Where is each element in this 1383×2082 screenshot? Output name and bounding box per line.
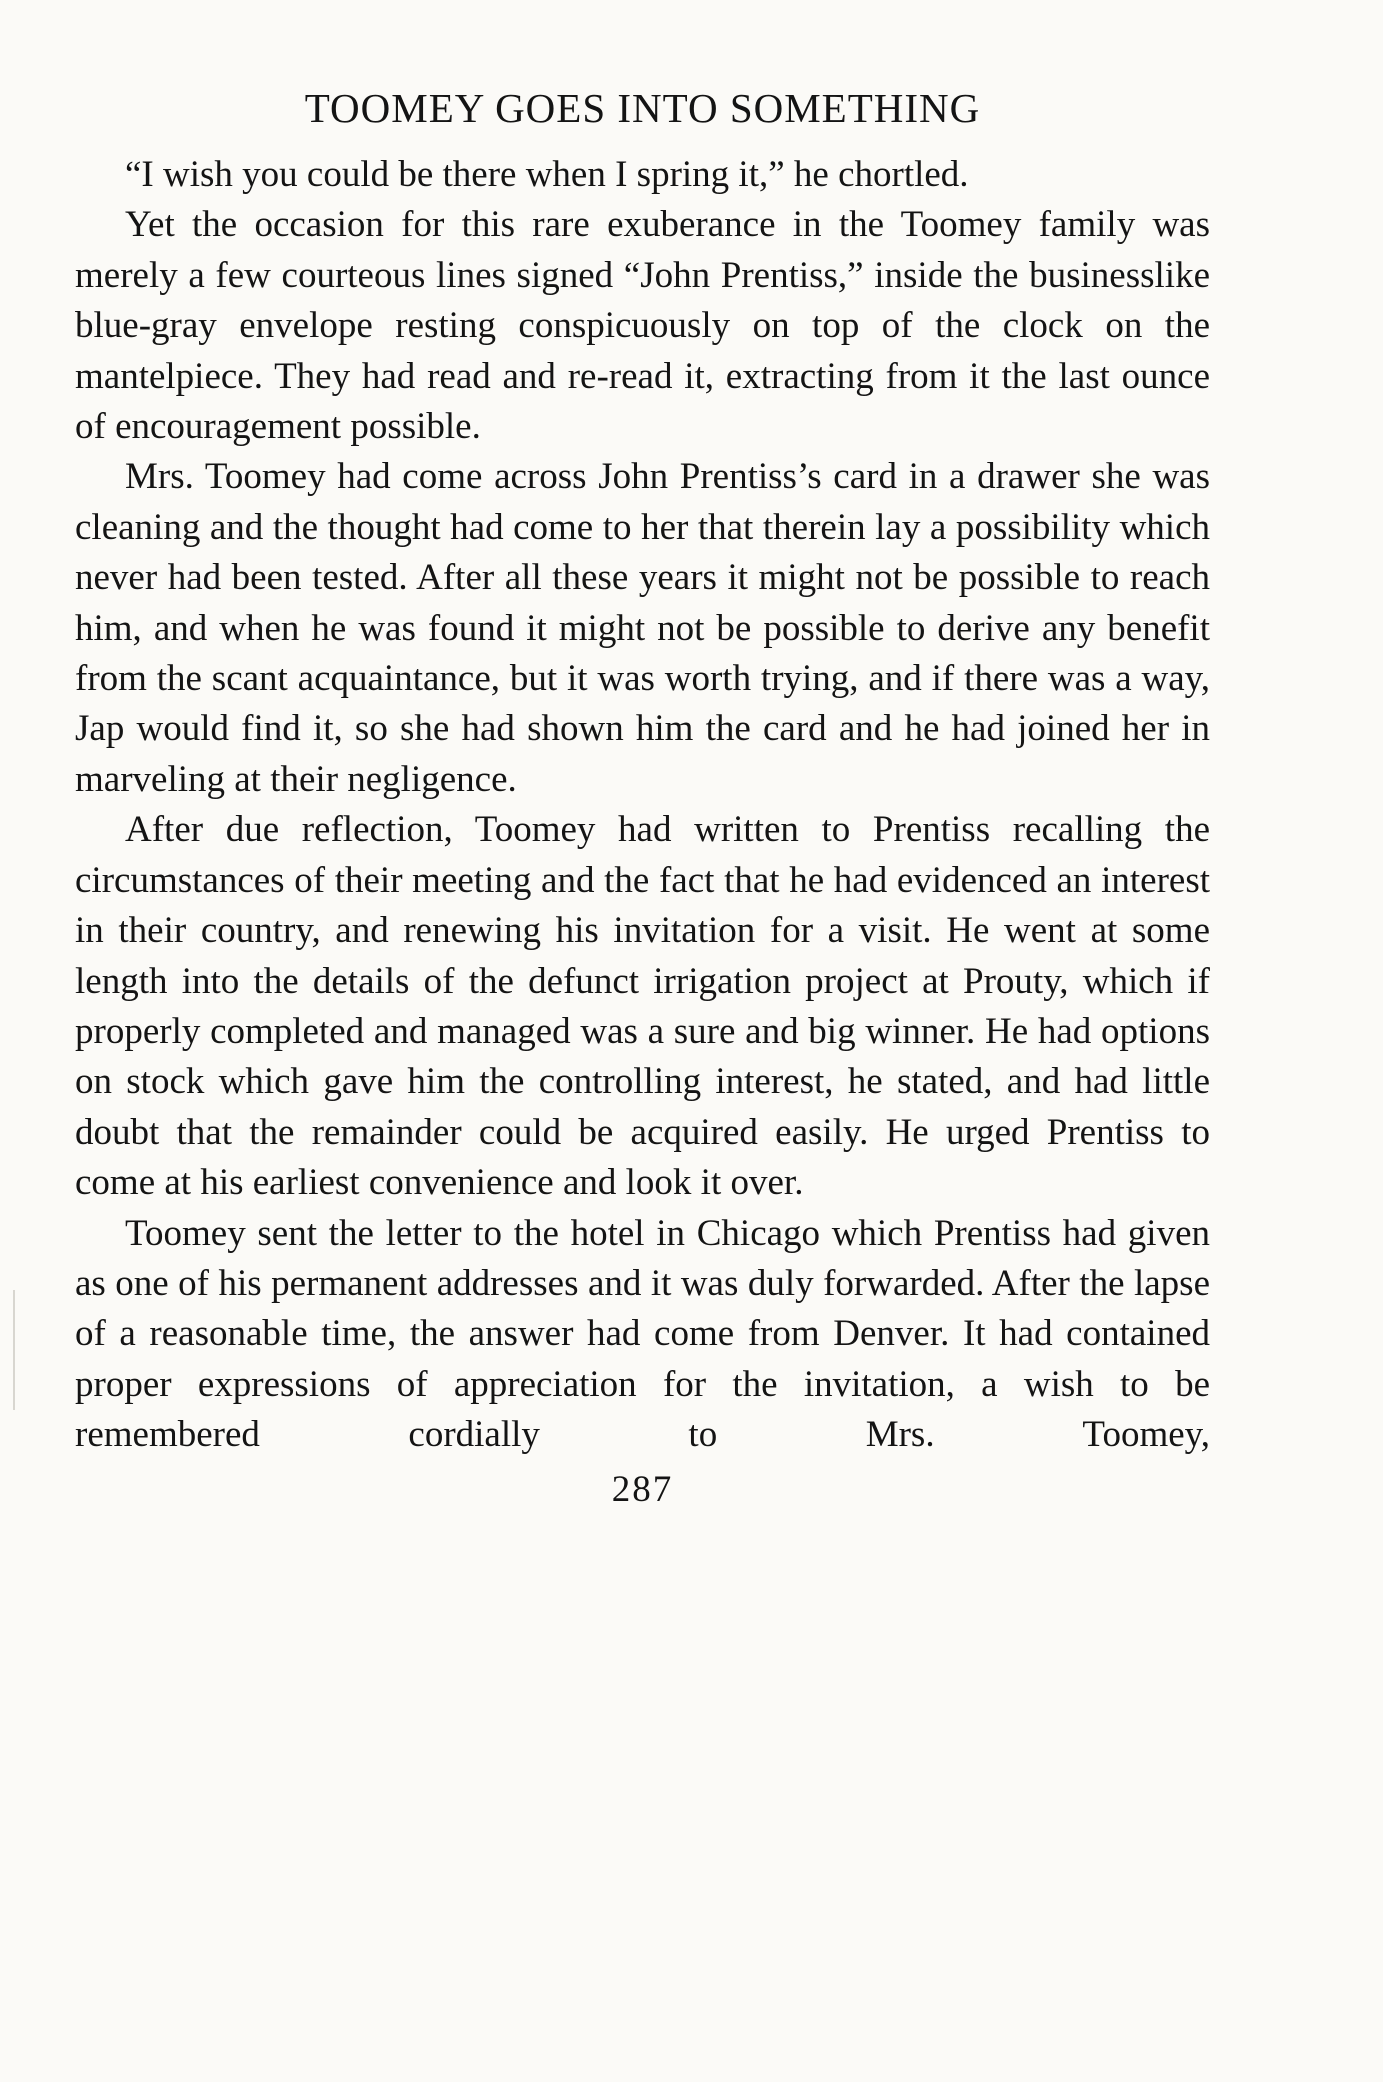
paragraph-2: Yet the occasion for this rare exuberance in the Toomey family was merely a few courteous lines signed “John Prentiss,” inside the businesslike blue-gray envelope resting conspicuously on top of the clock on the mantelpiece. They had read and re-read it, extracting from it the last ounce of encouragement possible.	[75, 204, 1210, 448]
page-number: 287	[611, 1468, 674, 1510]
paragraph-5: Toomey sent the letter to the hotel in Chicago which Prentiss had given as one of his permanent addresses and it was duly forwarded. After the lapse of a reasonable time, the answer had come from Denver. It had contained proper expressions of appreciation for the invitation, a wish to be remembered cordially to Mrs. Toomey,	[75, 1212, 1210, 1456]
margin-speck	[13, 1290, 15, 1410]
paragraph-4: After due reflection, Toomey had written to Prentiss recalling the circumstances of their meeting and the fact that he had evidenced an interest in their country, and renewing his invitation for a visit. He went at some length into the details of the defunct irrigation project at Prouty, which if properly completed and managed was a sure and big winner. He had options on stock which gave him the controlling interest, he stated, and had little doubt that the remainder could be acquired easily. He urged Prentiss to come at his earliest convenience and look it over.	[75, 809, 1210, 1204]
paragraph-1: “I wish you could be there when I spring it,” he chortled.	[125, 154, 969, 195]
book-page	[75, 78, 1210, 1515]
paragraph-3: Mrs. Toomey had come across John Prentiss’s card in a drawer she was cleaning and the thought had come to her that therein lay a possibility which never had been tested. After all these years it might not be possible to reach him, and when he was found it might not be possible to derive any benefit from the scant acquaintance, but it was worth trying, and if there was a way, Jap would find it, so she had shown him the card and he had joined her in marveling at their negligence.	[75, 456, 1210, 800]
running-head: TOOMEY GOES INTO SOMETHING	[304, 85, 981, 131]
